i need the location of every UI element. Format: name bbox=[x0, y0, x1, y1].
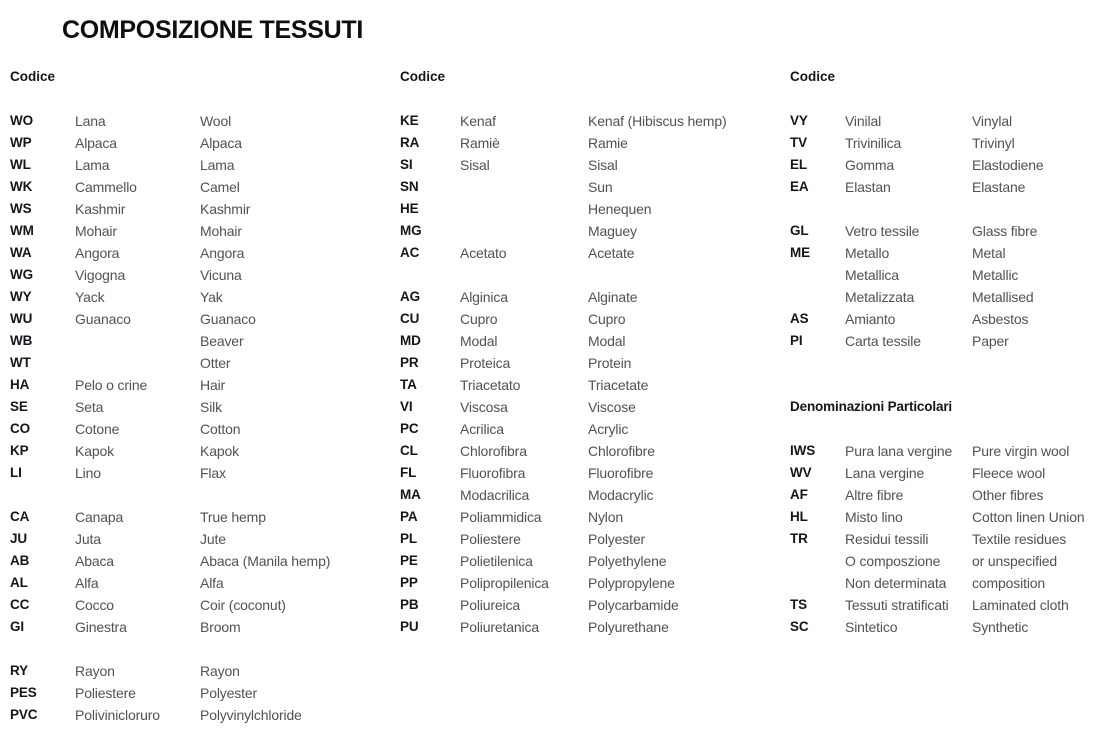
english-name-cell: Trivinyl bbox=[972, 135, 1015, 151]
english-name-cell: Polyester bbox=[200, 685, 258, 701]
english-name-cell: Polycarbamide bbox=[588, 597, 679, 613]
english-name-cell: Other fibres bbox=[972, 487, 1044, 503]
english-name-cell: Kashmir bbox=[200, 201, 251, 217]
column-header: Codice bbox=[400, 69, 446, 84]
italian-name-cell: Polietilenica bbox=[460, 553, 533, 569]
table-row bbox=[10, 396, 395, 418]
english-name-cell: Yak bbox=[200, 289, 223, 305]
italian-name-cell: Chlorofibra bbox=[460, 443, 527, 459]
code-cell bbox=[790, 572, 845, 594]
italian-name-cell: Non determinata bbox=[845, 575, 947, 591]
spacer-row bbox=[400, 264, 785, 286]
table-row bbox=[790, 594, 1102, 616]
code-cell: CA bbox=[10, 509, 30, 524]
code-cell: GI bbox=[10, 619, 24, 634]
table-row bbox=[790, 506, 1102, 528]
table-row bbox=[400, 308, 785, 330]
english-name-cell: Cotton linen Union bbox=[972, 509, 1085, 525]
code-cell: HL bbox=[790, 509, 808, 524]
code-cell: CL bbox=[400, 443, 418, 458]
table-row bbox=[10, 462, 395, 484]
code-cell: SN bbox=[400, 179, 419, 194]
code-cell: TR bbox=[790, 531, 808, 546]
code-cell: TA bbox=[400, 377, 417, 392]
spacer-row bbox=[790, 198, 1102, 220]
english-name-cell: Vinylal bbox=[972, 113, 1012, 129]
italian-name-cell: Residui tessili bbox=[845, 531, 929, 547]
codes-column-1 bbox=[10, 66, 395, 726]
italian-name-cell: Angora bbox=[75, 245, 120, 261]
english-name-cell: Kenaf (Hibiscus hemp) bbox=[588, 113, 727, 129]
code-cell: CC bbox=[10, 597, 30, 612]
italian-name-cell: Acetato bbox=[460, 245, 507, 261]
english-name-cell: composition bbox=[972, 575, 1046, 591]
table-row bbox=[790, 242, 1102, 264]
code-cell: WT bbox=[10, 355, 31, 370]
italian-name-cell: Kenaf bbox=[460, 113, 496, 129]
table-row bbox=[10, 418, 395, 440]
code-cell: WU bbox=[10, 311, 33, 326]
table-row bbox=[400, 550, 785, 572]
italian-name-cell: Cocco bbox=[75, 597, 114, 613]
code-rows bbox=[400, 110, 785, 638]
english-name-cell: Viscose bbox=[588, 399, 636, 415]
code-rows bbox=[10, 110, 395, 726]
code-cell: KE bbox=[400, 113, 419, 128]
table-row bbox=[790, 550, 1102, 572]
italian-name-cell: Lana vergine bbox=[845, 465, 925, 481]
code-cell: AF bbox=[790, 487, 808, 502]
english-name-cell: Modal bbox=[588, 333, 626, 349]
table-row bbox=[10, 330, 395, 352]
table-row bbox=[10, 308, 395, 330]
italian-name-cell bbox=[460, 198, 588, 220]
english-name-cell: Wool bbox=[200, 113, 232, 129]
code-cell: VI bbox=[400, 399, 413, 414]
table-row bbox=[790, 440, 1102, 462]
english-name-cell: Hair bbox=[200, 377, 226, 393]
italian-name-cell: Rayon bbox=[75, 663, 115, 679]
code-cell: TS bbox=[790, 597, 807, 612]
table-row bbox=[400, 110, 785, 132]
english-name-cell: Polypropylene bbox=[588, 575, 675, 591]
english-name-cell: Chlorofibre bbox=[588, 443, 655, 459]
page-title: COMPOSIZIONE TESSUTI bbox=[62, 16, 363, 44]
table-row bbox=[400, 154, 785, 176]
italian-name-cell: Polivinicloruro bbox=[75, 707, 160, 723]
table-row bbox=[400, 374, 785, 396]
code-cell: WA bbox=[10, 245, 32, 260]
table-row bbox=[10, 506, 395, 528]
italian-name-cell: Alfa bbox=[75, 575, 99, 591]
english-name-cell: Alfa bbox=[200, 575, 224, 591]
italian-name-cell: Sisal bbox=[460, 157, 490, 173]
italian-name-cell: Abaca bbox=[75, 553, 114, 569]
code-cell: PA bbox=[400, 509, 418, 524]
table-row bbox=[790, 220, 1102, 242]
english-name-cell: Silk bbox=[200, 399, 222, 415]
italian-name-cell: Vigogna bbox=[75, 267, 126, 283]
code-cell: PES bbox=[10, 685, 37, 700]
english-name-cell: Synthetic bbox=[972, 619, 1029, 635]
italian-name-cell: Pelo o crine bbox=[75, 377, 148, 393]
spacer-row bbox=[790, 352, 1102, 374]
spacer-row bbox=[10, 638, 395, 660]
code-cell: CO bbox=[10, 421, 30, 436]
english-name-cell: Cotton bbox=[200, 421, 241, 437]
table-row bbox=[10, 440, 395, 462]
code-cell: PL bbox=[400, 531, 417, 546]
code-cell: KP bbox=[10, 443, 29, 458]
italian-name-cell bbox=[75, 352, 200, 374]
code-cell: WG bbox=[10, 267, 33, 282]
italian-name-cell: Alpaca bbox=[75, 135, 117, 151]
italian-name-cell: Lama bbox=[75, 157, 110, 173]
table-row bbox=[790, 330, 1102, 352]
table-row bbox=[10, 616, 395, 638]
code-cell: AG bbox=[400, 289, 420, 304]
table-row bbox=[400, 198, 785, 220]
english-name-cell: Angora bbox=[200, 245, 245, 261]
column-header: Codice bbox=[10, 69, 56, 84]
italian-name-cell: Modal bbox=[460, 333, 498, 349]
italian-name-cell: Canapa bbox=[75, 509, 124, 525]
english-name-cell: True hemp bbox=[200, 509, 266, 525]
section-header: Denominazioni Particolari bbox=[790, 399, 953, 414]
italian-name-cell: Modacrilica bbox=[460, 487, 530, 503]
italian-name-cell: Metallica bbox=[845, 267, 899, 283]
code-cell: AC bbox=[400, 245, 420, 260]
italian-name-cell: Cammello bbox=[75, 179, 137, 195]
italian-name-cell: Kashmir bbox=[75, 201, 126, 217]
english-name-cell: Alpaca bbox=[200, 135, 242, 151]
code-cell: MD bbox=[400, 333, 421, 348]
code-cell: PE bbox=[400, 553, 418, 568]
code-cell: PI bbox=[790, 333, 803, 348]
code-cell: WP bbox=[10, 135, 32, 150]
code-cell: PP bbox=[400, 575, 418, 590]
italian-name-cell: Proteica bbox=[460, 355, 511, 371]
table-row bbox=[10, 704, 395, 726]
table-row bbox=[10, 550, 395, 572]
table-row bbox=[10, 660, 395, 682]
italian-name-cell: Yack bbox=[75, 289, 105, 305]
table-row bbox=[790, 572, 1102, 594]
english-name-cell: Paper bbox=[972, 333, 1009, 349]
english-name-cell: Mohair bbox=[200, 223, 242, 239]
code-cell: WL bbox=[10, 157, 31, 172]
italian-name-cell: Acrilica bbox=[460, 421, 504, 437]
code-cell: FL bbox=[400, 465, 417, 480]
table-row bbox=[400, 330, 785, 352]
english-name-cell: Lama bbox=[200, 157, 235, 173]
code-cell: RA bbox=[400, 135, 420, 150]
table-row bbox=[400, 616, 785, 638]
table-row bbox=[400, 396, 785, 418]
italian-name-cell: Poliammidica bbox=[460, 509, 542, 525]
code-cell: PVC bbox=[10, 707, 38, 722]
code-cell: WS bbox=[10, 201, 32, 216]
italian-name-cell: Altre fibre bbox=[845, 487, 904, 503]
table-row bbox=[10, 374, 395, 396]
english-name-cell: Acrylic bbox=[588, 421, 629, 437]
table-row bbox=[10, 110, 395, 132]
table-row bbox=[10, 594, 395, 616]
english-name-cell: Henequen bbox=[588, 201, 652, 217]
code-cell: RY bbox=[10, 663, 28, 678]
table-row bbox=[790, 616, 1102, 638]
code-cell bbox=[790, 264, 845, 286]
table-row bbox=[790, 110, 1102, 132]
code-cell: EL bbox=[790, 157, 807, 172]
table-row bbox=[790, 176, 1102, 198]
table-row bbox=[790, 286, 1102, 308]
table-row bbox=[790, 462, 1102, 484]
table-row bbox=[790, 132, 1102, 154]
code-cell bbox=[790, 286, 845, 308]
english-name-cell: Sisal bbox=[588, 157, 618, 173]
italian-name-cell bbox=[460, 176, 588, 198]
english-name-cell: Coir (coconut) bbox=[200, 597, 286, 613]
code-cell: WM bbox=[10, 223, 34, 238]
code-cell: AS bbox=[790, 311, 809, 326]
english-name-cell: Glass fibre bbox=[972, 223, 1038, 239]
code-cell bbox=[790, 550, 845, 572]
code-cell: HE bbox=[400, 201, 419, 216]
italian-name-cell: Poliuretanica bbox=[460, 619, 539, 635]
italian-name-cell: Cupro bbox=[460, 311, 498, 327]
english-name-cell: Otter bbox=[200, 355, 231, 371]
table-row bbox=[400, 242, 785, 264]
table-row bbox=[790, 528, 1102, 550]
table-row bbox=[10, 528, 395, 550]
spacer-row bbox=[790, 374, 1102, 396]
code-cell: WV bbox=[790, 465, 812, 480]
code-cell: WK bbox=[10, 179, 33, 194]
code-cell: LI bbox=[10, 465, 22, 480]
english-name-cell: Triacetate bbox=[588, 377, 649, 393]
table-row bbox=[400, 572, 785, 594]
italian-name-cell: Seta bbox=[75, 399, 104, 415]
italian-name-cell: Guanaco bbox=[75, 311, 131, 327]
italian-name-cell: Mohair bbox=[75, 223, 117, 239]
code-cell: MA bbox=[400, 487, 421, 502]
table-row bbox=[790, 308, 1102, 330]
table-row bbox=[400, 440, 785, 462]
table-row bbox=[10, 220, 395, 242]
code-cell: JU bbox=[10, 531, 27, 546]
english-name-cell: Sun bbox=[588, 179, 613, 195]
table-row bbox=[400, 528, 785, 550]
italian-name-cell: Carta tessile bbox=[845, 333, 921, 349]
english-name-cell: Nylon bbox=[588, 509, 624, 525]
code-cell: SI bbox=[400, 157, 413, 172]
english-name-cell: Guanaco bbox=[200, 311, 256, 327]
code-cell: TV bbox=[790, 135, 807, 150]
italian-name-cell: Lana bbox=[75, 113, 106, 129]
code-cell: ME bbox=[790, 245, 810, 260]
english-name-cell: Broom bbox=[200, 619, 241, 635]
italian-name-cell: Juta bbox=[75, 531, 101, 547]
table-row bbox=[400, 132, 785, 154]
italian-name-cell: Alginica bbox=[460, 289, 508, 305]
table-row bbox=[10, 198, 395, 220]
table-row bbox=[10, 352, 395, 374]
italian-name-cell: Fluorofibra bbox=[460, 465, 526, 481]
english-name-cell: Metal bbox=[972, 245, 1006, 261]
table-row bbox=[400, 176, 785, 198]
code-cell: SC bbox=[790, 619, 809, 634]
english-name-cell: or unspecified bbox=[972, 553, 1058, 569]
english-name-cell: Flax bbox=[200, 465, 226, 481]
code-cell: WO bbox=[10, 113, 33, 128]
code-rows bbox=[790, 110, 1102, 638]
spacer-row bbox=[10, 484, 395, 506]
table-row bbox=[10, 154, 395, 176]
table-row bbox=[10, 132, 395, 154]
italian-name-cell: Metallo bbox=[845, 245, 890, 261]
english-name-cell: Jute bbox=[200, 531, 226, 547]
english-name-cell: Cupro bbox=[588, 311, 626, 327]
italian-name-cell: Ramiè bbox=[460, 135, 500, 151]
english-name-cell: Fluorofibre bbox=[588, 465, 654, 481]
table-row bbox=[400, 506, 785, 528]
italian-name-cell: Amianto bbox=[845, 311, 896, 327]
table-row bbox=[400, 286, 785, 308]
italian-name-cell: Pura lana vergine bbox=[845, 443, 953, 459]
code-cell: AL bbox=[10, 575, 28, 590]
table-row bbox=[400, 220, 785, 242]
italian-name-cell: Misto lino bbox=[845, 509, 903, 525]
italian-name-cell: Tessuti stratificati bbox=[845, 597, 949, 613]
code-cell: GL bbox=[790, 223, 809, 238]
table-row bbox=[400, 352, 785, 374]
italian-name-cell: Ginestra bbox=[75, 619, 127, 635]
english-name-cell: Metallic bbox=[972, 267, 1019, 283]
english-name-cell: Elastane bbox=[972, 179, 1026, 195]
english-name-cell: Polyethylene bbox=[588, 553, 667, 569]
english-name-cell: Laminated cloth bbox=[972, 597, 1069, 613]
code-cell: SE bbox=[10, 399, 28, 414]
italian-name-cell: Metalizzata bbox=[845, 289, 915, 305]
italian-name-cell: Gomma bbox=[845, 157, 895, 173]
italian-name-cell: Triacetato bbox=[460, 377, 521, 393]
english-name-cell: Maguey bbox=[588, 223, 637, 239]
code-cell: PR bbox=[400, 355, 419, 370]
code-cell: EA bbox=[790, 179, 809, 194]
italian-name-cell: O composzione bbox=[845, 553, 941, 569]
italian-name-cell: Lino bbox=[75, 465, 101, 481]
table-row bbox=[10, 176, 395, 198]
spacer-row bbox=[790, 418, 1102, 440]
english-name-cell: Alginate bbox=[588, 289, 638, 305]
english-name-cell: Polyester bbox=[588, 531, 646, 547]
table-row bbox=[10, 572, 395, 594]
italian-name-cell: Poliestere bbox=[75, 685, 136, 701]
italian-name-cell: Kapok bbox=[75, 443, 114, 459]
italian-name-cell: Vetro tessile bbox=[845, 223, 920, 239]
codes-column-2 bbox=[400, 66, 785, 638]
english-name-cell: Beaver bbox=[200, 333, 244, 349]
table-row bbox=[10, 242, 395, 264]
english-name-cell: Rayon bbox=[200, 663, 240, 679]
italian-name-cell: Sintetico bbox=[845, 619, 898, 635]
code-cell: IWS bbox=[790, 443, 816, 458]
english-name-cell: Acetate bbox=[588, 245, 635, 261]
english-name-cell: Ramie bbox=[588, 135, 628, 151]
italian-name-cell: Polipropilenica bbox=[460, 575, 549, 591]
english-name-cell: Pure virgin wool bbox=[972, 443, 1070, 459]
table-row bbox=[400, 462, 785, 484]
table-row bbox=[10, 264, 395, 286]
table-row bbox=[10, 682, 395, 704]
english-name-cell: Asbestos bbox=[972, 311, 1029, 327]
italian-name-cell: Cotone bbox=[75, 421, 120, 437]
table-row bbox=[790, 264, 1102, 286]
code-cell: AB bbox=[10, 553, 30, 568]
english-name-cell: Textile residues bbox=[972, 531, 1067, 547]
code-cell: WY bbox=[10, 289, 32, 304]
english-name-cell: Kapok bbox=[200, 443, 239, 459]
table-row bbox=[790, 484, 1102, 506]
italian-name-cell bbox=[460, 220, 588, 242]
english-name-cell: Metallised bbox=[972, 289, 1034, 305]
code-cell: VY bbox=[790, 113, 808, 128]
code-cell: WB bbox=[10, 333, 33, 348]
english-name-cell: Camel bbox=[200, 179, 240, 195]
code-cell: PU bbox=[400, 619, 419, 634]
italian-name-cell: Viscosa bbox=[460, 399, 508, 415]
column-header: Codice bbox=[790, 69, 836, 84]
english-name-cell: Abaca (Manila hemp) bbox=[200, 553, 331, 569]
table-row bbox=[790, 154, 1102, 176]
codes-column-3 bbox=[790, 66, 1102, 638]
code-cell: HA bbox=[10, 377, 30, 392]
code-cell: CU bbox=[400, 311, 420, 326]
english-name-cell: Polyurethane bbox=[588, 619, 669, 635]
code-cell: PB bbox=[400, 597, 419, 612]
english-name-cell: Fleece wool bbox=[972, 465, 1046, 481]
english-name-cell: Polyvinylchloride bbox=[200, 707, 302, 723]
italian-name-cell: Trivinilica bbox=[845, 135, 902, 151]
table-row bbox=[400, 418, 785, 440]
english-name-cell: Modacrylic bbox=[588, 487, 654, 503]
code-cell: PC bbox=[400, 421, 419, 436]
italian-name-cell: Poliestere bbox=[460, 531, 521, 547]
italian-name-cell: Poliureica bbox=[460, 597, 520, 613]
italian-name-cell bbox=[75, 330, 200, 352]
english-name-cell: Protein bbox=[588, 355, 632, 371]
table-row bbox=[400, 484, 785, 506]
table-row bbox=[400, 594, 785, 616]
table-row bbox=[10, 286, 395, 308]
english-name-cell: Vicuna bbox=[200, 267, 242, 283]
italian-name-cell: Vinilal bbox=[845, 113, 882, 129]
english-name-cell: Elastodiene bbox=[972, 157, 1044, 173]
italian-name-cell: Elastan bbox=[845, 179, 891, 195]
code-cell: MG bbox=[400, 223, 422, 238]
